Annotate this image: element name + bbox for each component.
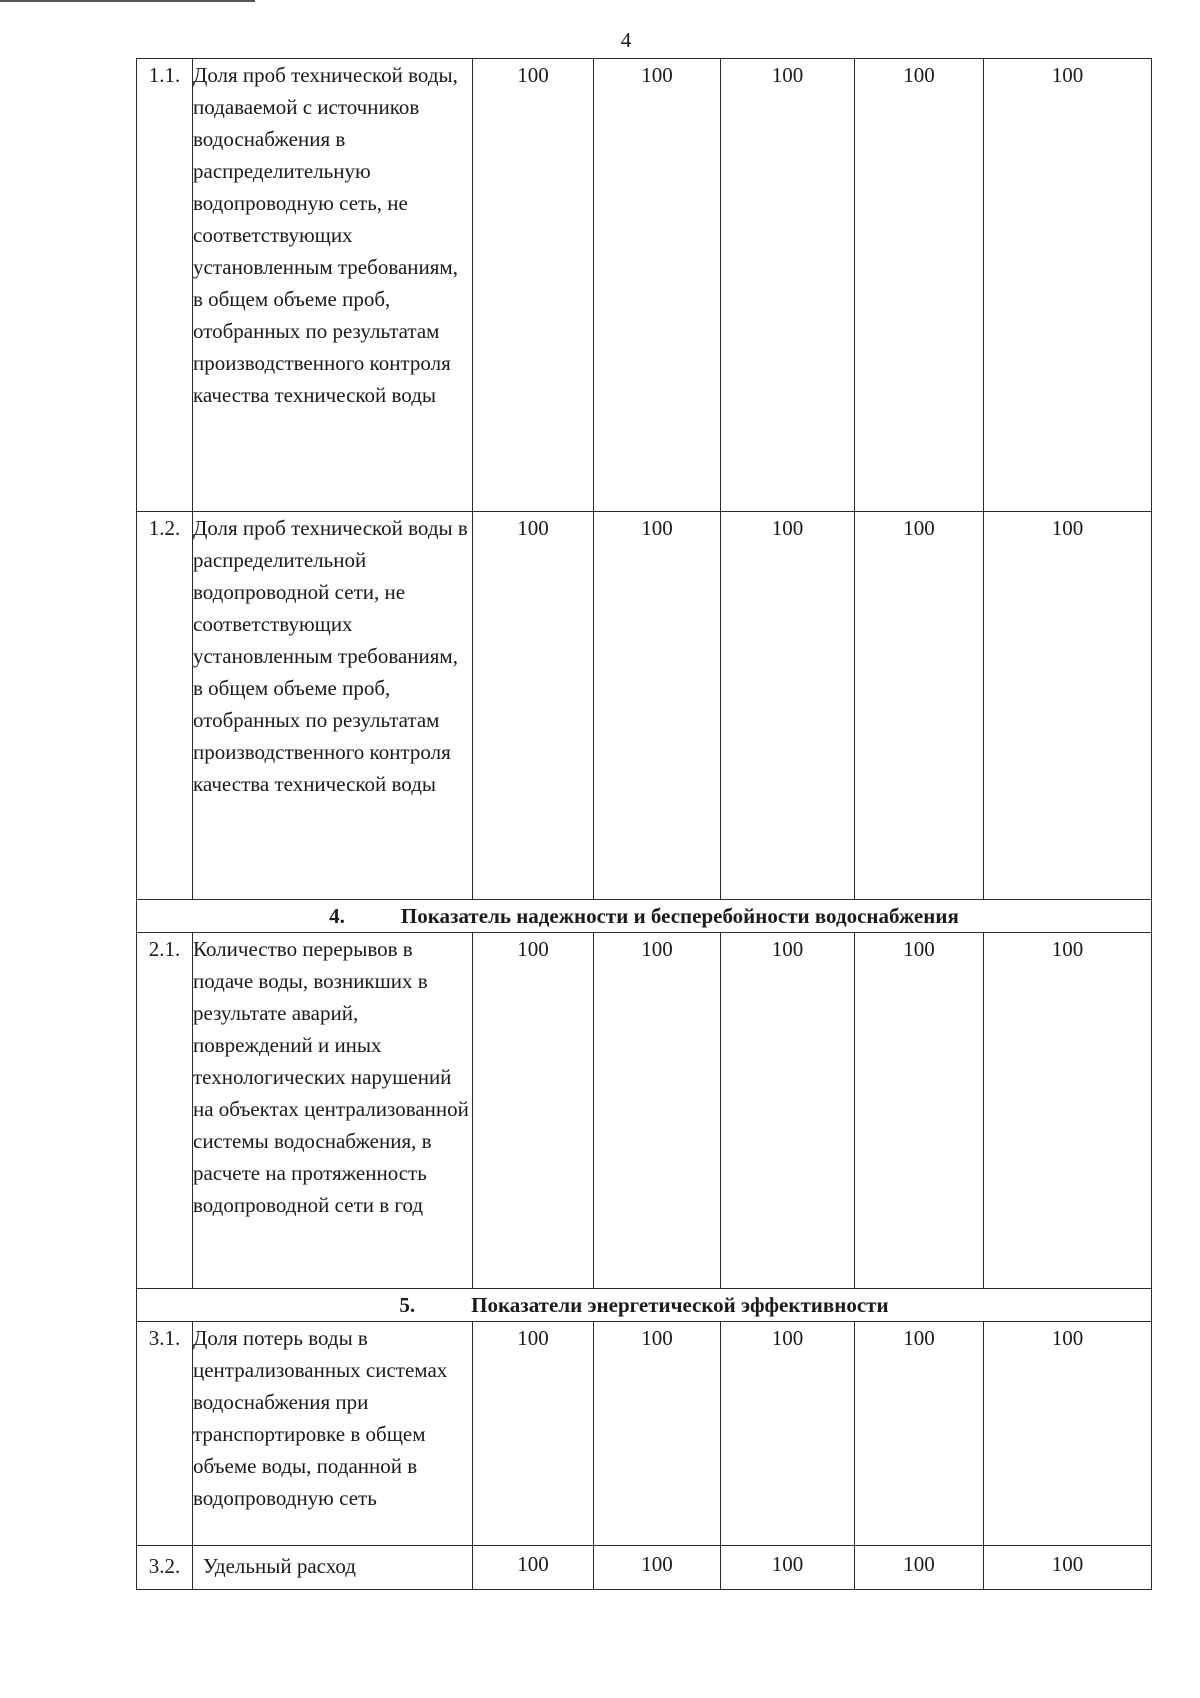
value-cell: 100 (984, 59, 1152, 512)
table-row (137, 59, 1152, 512)
section-row (137, 900, 1152, 933)
value-cell: 100 (594, 1546, 721, 1590)
page-number: 4 (620, 28, 632, 52)
value-cell: 100 (855, 933, 984, 1289)
row-number: 3.1. (137, 1322, 193, 1546)
section-number: 4. (329, 904, 345, 928)
value-cell: 100 (473, 512, 594, 900)
section-heading (137, 1289, 1152, 1322)
value-cell: 100 (594, 59, 721, 512)
indicators-table (136, 58, 1152, 1590)
value-cell: 100 (721, 1546, 855, 1590)
row-description: Удельный расход (193, 1546, 473, 1590)
value-cell: 100 (721, 1322, 855, 1546)
value-cell: 100 (473, 1322, 594, 1546)
value-cell: 100 (855, 1546, 984, 1590)
table-row (137, 512, 1152, 900)
row-number: 3.2. (137, 1546, 193, 1590)
row-description: Доля потерь воды в централизованных системах водоснабжения при транспортировке в общем объеме воды, поданной в водопроводную сеть (193, 1322, 473, 1546)
section-heading (137, 900, 1152, 933)
section-row (137, 1289, 1152, 1322)
section-number: 5. (399, 1293, 416, 1317)
row-number: 1.2. (137, 512, 193, 900)
value-cell: 100 (855, 59, 984, 512)
row-description: Количество перерывов в подаче воды, возникших в результате аварий, повреждений и иных технологических нарушений на объектах централизованной системы водоснабжения, в расчете на протяженность водопроводной сети в год (193, 933, 473, 1289)
value-cell: 100 (721, 512, 855, 900)
row-description: Доля проб технической воды в распределительной водопроводной сети, не соответствующих установленным требованиям, в общем объеме проб, отобранных по результатам производственного контроля качества технической воды (193, 512, 473, 900)
row-number: 1.1. (137, 59, 193, 512)
row-description: Доля проб технической воды, подаваемой с источников водоснабжения в распределительную водопроводную сеть, не соответствующих установленным требованиям, в общем объеме проб, отобранных по результатам производственного контроля качества технической воды (193, 59, 473, 512)
table-row (137, 933, 1152, 1289)
value-cell: 100 (855, 1322, 984, 1546)
table-row (137, 1322, 1152, 1546)
value-cell: 100 (594, 1322, 721, 1546)
value-cell: 100 (721, 59, 855, 512)
value-cell: 100 (594, 512, 721, 900)
value-cell: 100 (984, 512, 1152, 900)
value-cell: 100 (473, 933, 594, 1289)
section-title: Показатели энергетической эффективности (471, 1293, 889, 1317)
value-cell: 100 (984, 933, 1152, 1289)
top-rule (0, 0, 255, 2)
row-number: 2.1. (137, 933, 193, 1289)
value-cell: 100 (984, 1546, 1152, 1590)
table-row (137, 1546, 1152, 1590)
value-cell: 100 (594, 933, 721, 1289)
section-title: Показатель надежности и бесперебойности водоснабжения (400, 904, 959, 928)
value-cell: 100 (473, 59, 594, 512)
value-cell: 100 (984, 1322, 1152, 1546)
value-cell: 100 (473, 1546, 594, 1590)
value-cell: 100 (855, 512, 984, 900)
value-cell: 100 (721, 933, 855, 1289)
